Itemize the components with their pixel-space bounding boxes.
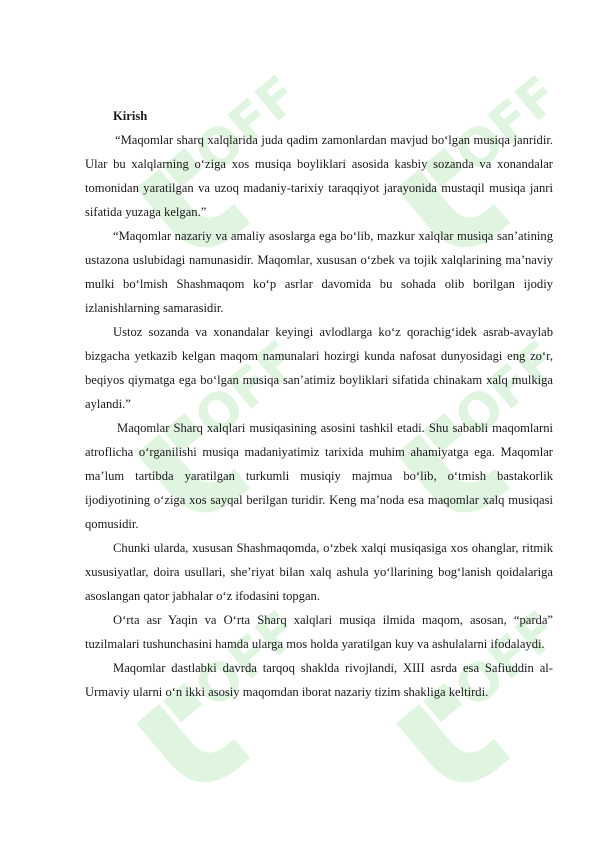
- section-heading: Kirish: [113, 109, 148, 123]
- paragraph: Chunki ularda, xususan Shashmaqomda, o‘zbek xalqi musiqasiga xos ohanglar, ritmik xususiyatlar, doira usullari, she’riyat bilan xalq ashula yo‘llarining bog‘lanish qoidalariga asoslangan qator jabhalar o‘z ifodasini topgan.: [85, 541, 553, 603]
- svg-text:OFF: OFF: [183, 65, 295, 186]
- paragraph: “Maqomlar sharq xalqlarida juda qadim zamonlardan mavjud bo‘lgan musiqa janridir. Ular bu xalqlarning o‘ziga xos musiqa boyliklari asosida kasbiy sozanda va xonandalar tomonidan yaratilgan va uzoq madaniy-tarixiy taraqqiyot jarayonida mustaqil musiqa janri sifatida yuzaga kelgan.”: [85, 133, 553, 219]
- paragraph: Maqomlar dastlabki davrda tarqoq shaklda rivojlandi, XIII asrda esa Safiuddin al-Urmaviy ularni o‘n ikki asosiy maqomdan iborat nazariy tizim shakliga keltirdi.: [85, 661, 553, 699]
- paragraph: O‘rta asr Yaqin va O‘rta Sharq xalqlari musiqa ilmida maqom, asosan, “parda” tuzilmalari tushunchasini hamda ularga mos holda yaratilgan kuy va ashulalarni ifodalaydi.: [85, 613, 553, 651]
- svg-text:OFF: OFF: [443, 65, 555, 186]
- svg-text:OFF: OFF: [183, 600, 295, 721]
- document-body: [85, 104, 553, 704]
- svg-text:OFF: OFF: [183, 330, 295, 451]
- paragraph: “Maqomlar nazariy va amaliy asoslarga ega bo‘lib, mazkur xalqlar musiqa san’atining ustazona uslubidagi namunasidir. Maqomlar, xususan o‘zbek va tojik xalqlarining ma’naviy mulki bo‘lmish Shashmaqom ko‘p asrlar davomida bu sohada olib borilgan ijodiy izlanishlarning samarasidir.: [85, 229, 553, 315]
- svg-text:OFF: OFF: [443, 330, 555, 451]
- paragraph: Maqomlar Sharq xalqlari musiqasining asosini tashkil etadi. Shu sababli maqomlarni atroflicha o‘rganilishi musiqa madaniyatimiz tarixida muhim ahamiyatga ega. Maqomlar ma’lum tartibda yaratilgan turkumli musiqiy majmua bo‘lib, o‘tmish bastakorlik ijodiyotining o‘ziga xos sayqal berilgan turidir. Keng ma’noda esa maqomlar xalq musiqasi qomusidir.: [85, 421, 553, 531]
- paragraph: Ustoz sozanda va xonandalar keyingi avlodlarga ko‘z qorachig‘idek asrab-avaylab bizgacha yetkazib kelgan maqom namunalari hozirgi kunda nafosat dunyosidagi eng zo‘r, beqiyos qiymatga ega bo‘lgan musiqa san’atimiz boyliklari sifatida chinakam xalq mulkiga aylandi.”: [85, 325, 553, 411]
- svg-text:OFF: OFF: [443, 600, 555, 721]
